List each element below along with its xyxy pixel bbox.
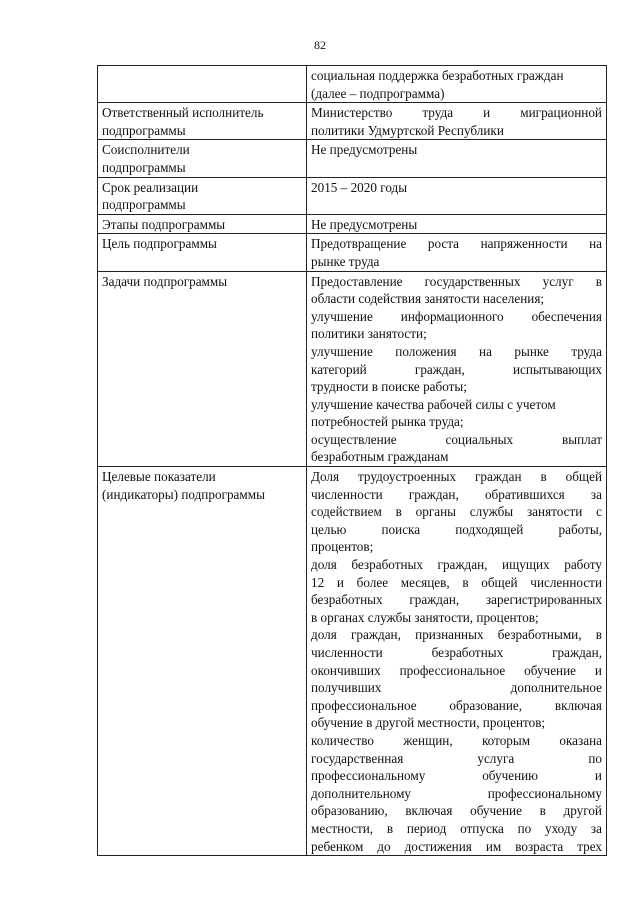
row-value-line: (далее – подпрограмма) xyxy=(311,85,445,101)
table-row xyxy=(98,214,607,234)
row-value-cell xyxy=(307,234,607,271)
row-value-line: улучшение положения на рынке труда xyxy=(311,343,602,359)
row-value-line: получивших дополнительное xyxy=(311,680,602,696)
row-label-cell xyxy=(98,140,307,177)
table-row xyxy=(98,66,607,103)
row-label-cell xyxy=(98,271,307,467)
row-value-line: осуществление социальных выплат xyxy=(311,431,602,447)
row-value-cell xyxy=(307,140,607,177)
row-value-line: улучшение информационного обеспечения xyxy=(311,308,602,324)
row-value-line: доля граждан, признанных безработными, в xyxy=(311,627,602,643)
row-value-line: области содействия занятости населения; xyxy=(311,291,545,307)
row-label-line: Срок реализации xyxy=(102,179,199,195)
subprogram-passport-table xyxy=(97,65,607,856)
row-value-line: рынке труда xyxy=(311,253,380,269)
row-label-line: подпрограммы xyxy=(102,159,186,175)
row-value-line: образованию, включая обучение в другой xyxy=(311,803,602,819)
row-value-line: численности безработных граждан, xyxy=(311,645,602,660)
row-label-line: Задачи подпрограммы xyxy=(102,273,228,289)
row-value-line: безработных граждан, зарегистрированных xyxy=(311,592,602,608)
row-value-line: ребенком до достижения им возраста трех xyxy=(311,838,602,854)
row-label-line: Ответственный исполнитель xyxy=(102,105,264,121)
row-label-cell xyxy=(98,214,307,234)
row-label-line: Цель подпрограммы xyxy=(102,236,217,252)
row-value-line: 12 и более месяцев, в общей численности xyxy=(311,574,602,590)
table-row xyxy=(98,140,607,177)
row-value-line: количество женщин, которым оказана xyxy=(311,732,602,748)
row-value-line: трудности в поиске работы; xyxy=(311,379,467,395)
row-value-line: Доля трудоустроенных граждан в общей xyxy=(311,469,602,485)
row-value-line: численности граждан, обратившихся за xyxy=(311,486,602,502)
row-label-cell xyxy=(98,234,307,271)
row-value-line: категорий граждан, испытывающих xyxy=(311,361,602,377)
row-value-line: содействием в органы службы занятости с xyxy=(311,504,602,520)
row-value-line: Не предусмотрены xyxy=(311,142,418,158)
row-label-cell xyxy=(98,66,307,103)
row-value-line: потребностей рынка труда; xyxy=(311,414,464,430)
row-value-line: 2015 – 2020 годы xyxy=(311,179,408,195)
page-number: 82 xyxy=(314,38,326,52)
row-value-line: государственная услуга по xyxy=(311,750,602,766)
row-value-line: обучение в другой местности, процентов; xyxy=(311,715,546,731)
table-row xyxy=(98,467,607,856)
row-value-line: в органах службы занятости, процентов; xyxy=(311,609,539,625)
row-label-line: Соисполнители xyxy=(102,142,190,158)
row-value-cell xyxy=(307,66,607,103)
row-value-line: улучшение качества рабочей силы с учетом xyxy=(311,396,556,412)
row-label-cell xyxy=(98,103,307,140)
row-value-line: безработным гражданам xyxy=(311,449,449,465)
row-label-line: Этапы подпрограммы xyxy=(102,216,226,232)
row-value-line: Предотвращение роста напряженности на xyxy=(311,236,602,252)
table-row xyxy=(98,271,607,467)
row-value-line: Не предусмотрены xyxy=(311,216,418,232)
row-label-line: подпрограммы xyxy=(102,197,186,213)
row-label-line: (индикаторы) подпрограммы xyxy=(102,486,265,502)
table-row xyxy=(98,177,607,214)
row-value-cell xyxy=(307,214,607,234)
row-value-line: Предоставление государственных услуг в xyxy=(311,273,602,289)
row-value-line: профессиональному обучению и xyxy=(311,768,602,784)
row-label-cell xyxy=(98,467,307,856)
row-value-cell xyxy=(307,177,607,214)
row-value-line: дополнительному профессиональному xyxy=(311,785,602,801)
row-value-line: профессиональное образование, включая xyxy=(311,697,602,713)
row-label-line: подпрограммы xyxy=(102,122,186,138)
row-value-line: процентов; xyxy=(311,539,374,555)
table-row xyxy=(98,103,607,140)
row-value-cell xyxy=(307,271,607,467)
table-row xyxy=(98,234,607,271)
row-label-line: Целевые показатели xyxy=(102,469,216,485)
row-value-line: целью поиска подходящей работы, xyxy=(311,521,602,537)
row-value-line: местности, в период отпуска по уходу за xyxy=(311,820,602,836)
row-value-cell xyxy=(307,103,607,140)
row-value-line: окончивших профессиональное обучение и xyxy=(311,662,602,678)
row-value-line: политики Удмуртской Республики xyxy=(311,122,504,138)
row-value-cell xyxy=(307,467,607,856)
row-value-line: Министерство труда и миграционной xyxy=(311,105,602,121)
row-value-line: политики занятости; xyxy=(311,326,427,342)
row-label-cell xyxy=(98,177,307,214)
row-value-line: социальная поддержка безработных граждан xyxy=(311,68,564,83)
row-value-line: доля безработных граждан, ищущих работу xyxy=(311,557,602,573)
